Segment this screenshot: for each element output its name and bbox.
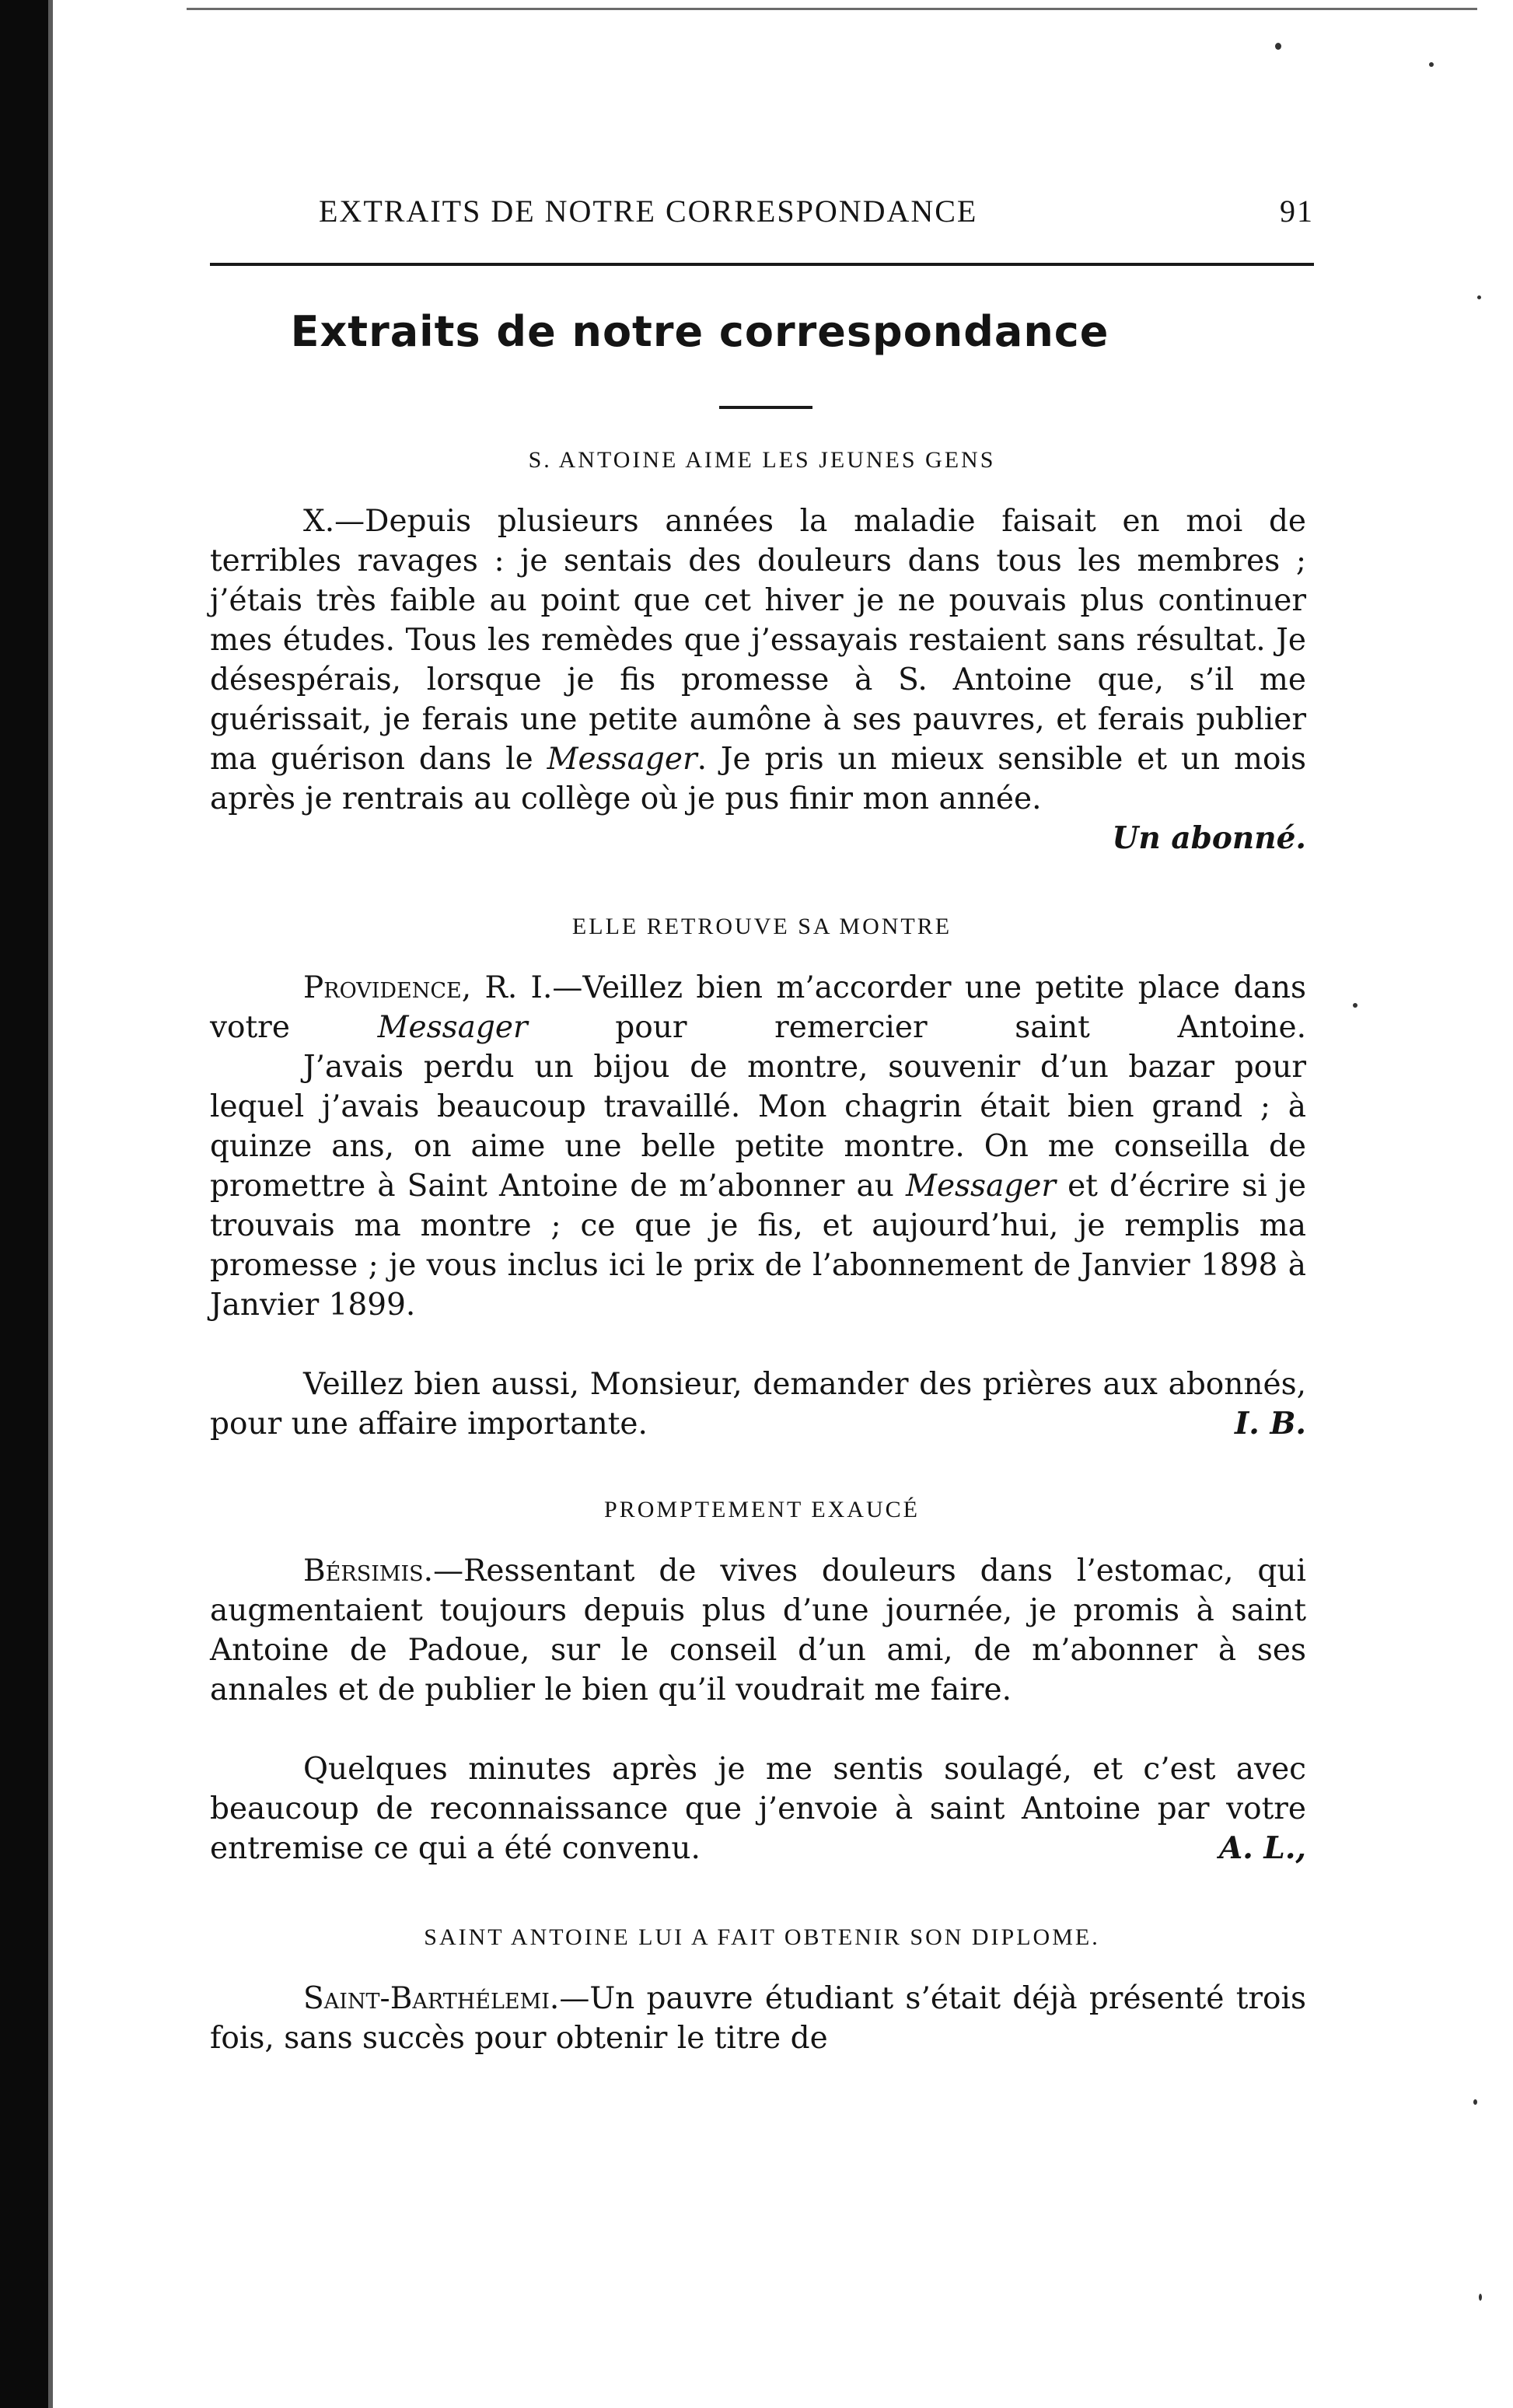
letter-lead: X. [303, 504, 335, 539]
letter-paragraph [210, 968, 1306, 1047]
running-head [210, 193, 1314, 239]
letter-text: J’avais perdu un bijou de montre, souvenir d’un bazar pour lequel j’avais beaucoup travaillé. Mon chagrin était bien grand ; à quinze ans, on aime une belle petite montre. On me conseilla de promettre à Saint Antoine de m’abonner au [210, 1050, 1306, 1204]
letter-lead: Providence [303, 970, 462, 1005]
letter-signature: I. B. [1235, 1406, 1306, 1442]
scan-speck [1275, 43, 1281, 50]
letter-paragraph [210, 502, 1306, 858]
binding-edge [48, 0, 53, 2408]
article-title: Extraits de notre correspondance [290, 307, 1109, 356]
letter-text: .—Ressentant de vives douleurs dans l’estomac, qui augmentaient toujours depuis plus d’une journée, je promis à saint Antoine de Padoue, sur le conseil d’un ami, de m’abonner à ses annales et de publier le bien qu’il voudrait me faire. [210, 1553, 1306, 1707]
running-head-title: EXTRAITS DE NOTRE CORRESPONDANCE [319, 194, 978, 229]
letter-text: . Je pris un mieux sensible et un mois après je rentrais au collège où je pus finir mon année. [210, 742, 1307, 816]
page-number: 91 [1280, 194, 1314, 229]
section-heading: SAINT ANTOINE LUI A FAIT OBTENIR SON DIPLOME. [424, 1924, 1100, 1950]
scan-top-edge [187, 8, 1477, 10]
book-binding-shadow [0, 0, 48, 2408]
letter-paragraph [210, 1979, 1306, 2058]
header-rule [210, 263, 1314, 266]
letter-signature: Un abonné. [1112, 820, 1306, 856]
scan-speck [1473, 2099, 1477, 2105]
letter-paragraph [210, 1365, 1306, 1444]
section-heading: ELLE RETROUVE SA MONTRE [571, 914, 952, 939]
letter-text: Veillez bien aussi, Monsieur, demander des prières aux abonnés, pour une affaire importante. [210, 1367, 1306, 1442]
publication-name: Messager [547, 742, 697, 777]
letter-text: , R. I.—Veillez bien m’accorder une petite place dans votre [210, 970, 1306, 1045]
publication-name: Messager [906, 1169, 1057, 1204]
section-heading: PROMPTEMENT EXAUCÉ [604, 1497, 920, 1522]
scan-speck [1429, 62, 1434, 67]
letter-signature: A. L., [1219, 1830, 1306, 1866]
scan-speck [1479, 2294, 1482, 2301]
letter-text: .—Un pauvre étudiant s’était déjà présenté trois fois, sans succès pour obtenir le titre de [210, 1981, 1306, 2056]
scan-speck [1477, 295, 1481, 299]
letter-paragraph [210, 1047, 1306, 1325]
section-heading: S. ANTOINE AIME LES JEUNES GENS [528, 447, 996, 473]
letter-lead: Bérsimis [303, 1553, 424, 1588]
letter-paragraph [210, 1551, 1306, 1710]
letter-paragraph [210, 1749, 1306, 1868]
letter-text: pour remercier saint Antoine. [615, 1010, 1307, 1045]
scan-speck [1353, 1003, 1358, 1008]
letter-text: Quelques minutes après je me sentis soulagé, et c’est avec beaucoup de reconnaissance que j’envoie à saint Antoine par votre entremise ce qui a été convenu. [210, 1752, 1306, 1866]
publication-name: Messager [377, 1010, 528, 1045]
title-rule [719, 406, 812, 409]
letter-lead: Saint-Barthélemi [303, 1981, 550, 2016]
letter-text: —Depuis plusieurs années la maladie faisait en moi de terribles ravages : je sentais des douleurs dans tous les membres ; j’étais très faible au point que cet hiver je ne pouvais plus continuer mes études. Tous les remèdes que j’essayais restaient sans résultat. Je désespérais, lorsque je fis promesse à S. Antoine que, s’il me guérissait, je ferais une petite aumône à ses pauvres, et ferais publier ma guérison dans le [210, 504, 1306, 777]
letter-text: et d’écrire si je trouvais ma montre ; ce que je fis, et aujourd’hui, je remplis ma promesse ; je vous inclus ici le prix de l’abonnement de Janvier 1898 à Janvier 1899. [210, 1169, 1306, 1323]
